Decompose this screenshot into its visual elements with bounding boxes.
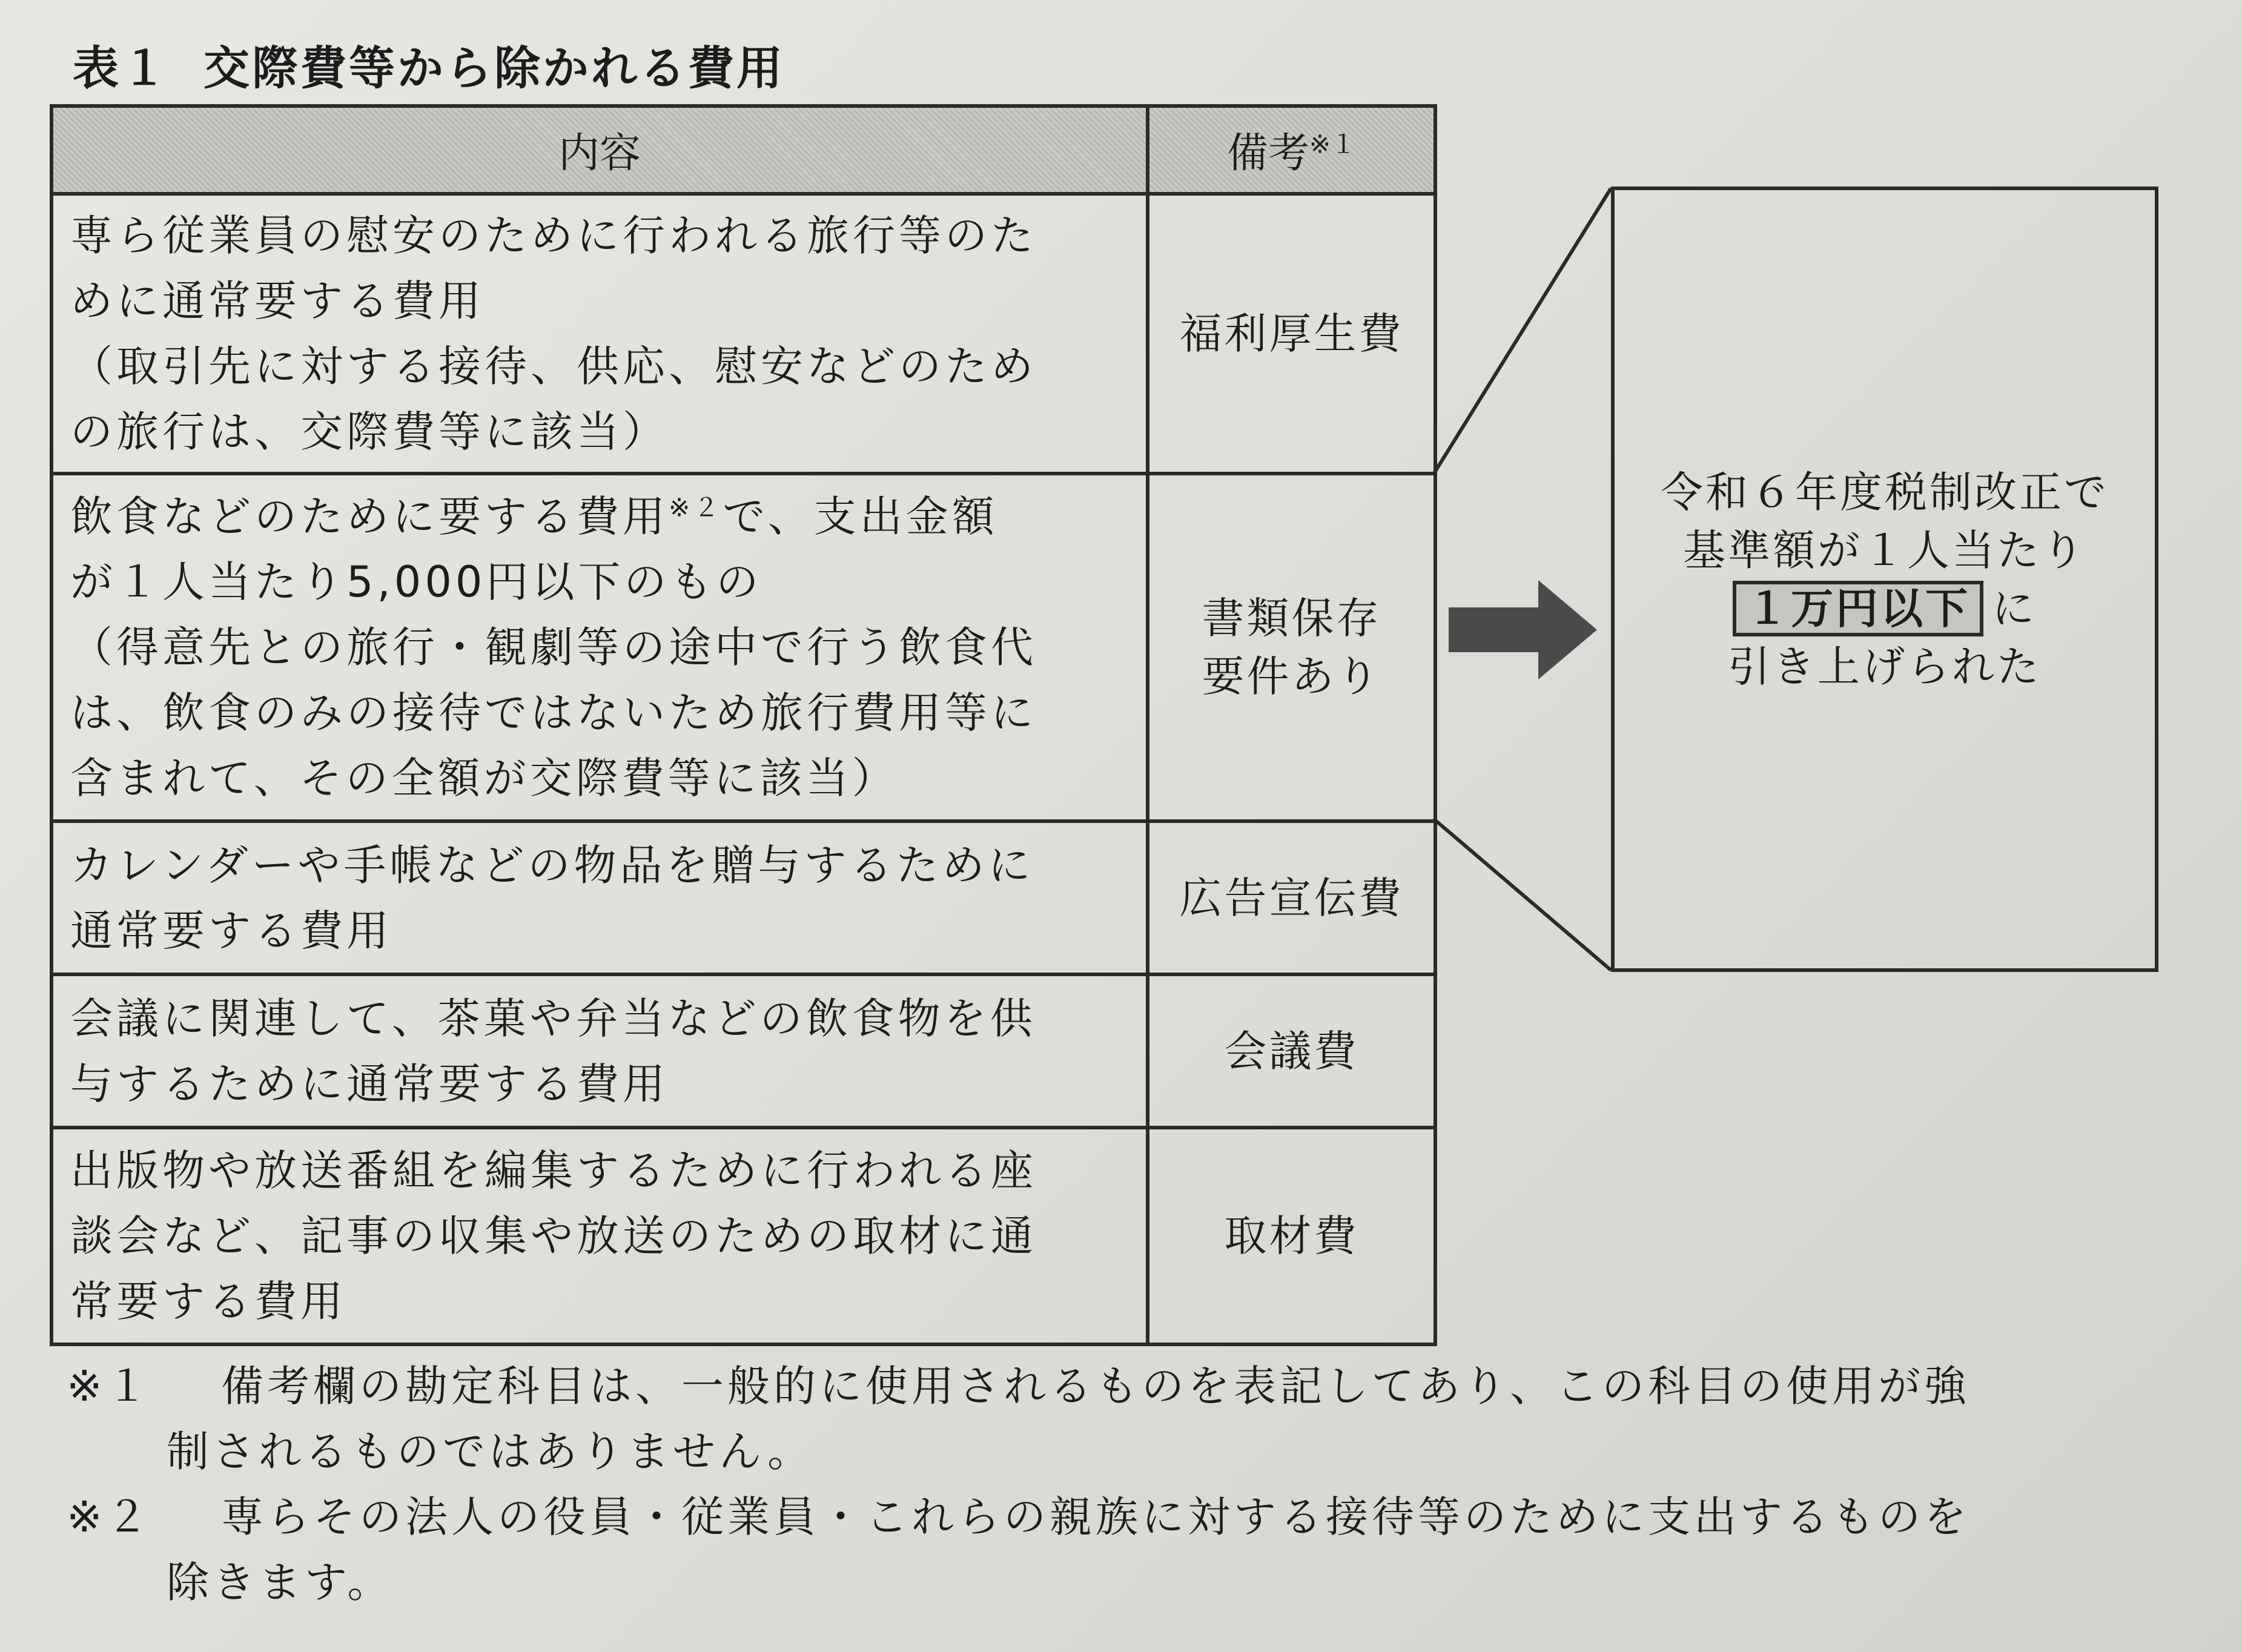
header-content — [51, 106, 1148, 194]
row-content — [51, 194, 1148, 474]
content-line: めに通常要する費用 — [70, 276, 484, 326]
row-content — [51, 1128, 1148, 1344]
row-remarks — [1148, 194, 1435, 474]
table-row — [51, 474, 1435, 821]
content-line: 含まれて、その全額が交際費等に該当） — [70, 753, 898, 803]
footnote-1 — [67, 1353, 1970, 1484]
table-number: 表１ — [73, 41, 170, 95]
row-remarks — [1148, 821, 1435, 974]
footnote-2 — [67, 1484, 1970, 1615]
expense-table — [50, 104, 1437, 1346]
remarks-line: 広告宣伝費 — [1179, 873, 1404, 923]
footnote-line: 制されるものではありません。 — [167, 1427, 814, 1476]
remarks-line: 要件あり — [1202, 652, 1381, 701]
table-title — [73, 31, 785, 97]
row-content — [51, 974, 1148, 1128]
row-remarks — [1148, 1128, 1435, 1344]
content-line: 常要する費用 — [70, 1277, 346, 1326]
footnote-mark: ※２ — [67, 1492, 152, 1542]
content-line: 会議に関連して、茶菓や弁当などの飲食物を供 — [70, 993, 1036, 1043]
footnote-body — [167, 1353, 1970, 1484]
footnote-body — [167, 1484, 1970, 1615]
footnote-line: 除きます。 — [167, 1558, 394, 1607]
header-content-label: 内容 — [558, 130, 641, 177]
callout-box — [1611, 187, 2158, 972]
header-remarks — [1148, 106, 1435, 194]
row-remarks — [1148, 974, 1435, 1128]
callout-line: 引き上げられた — [1728, 641, 2042, 692]
content-line: カレンダーや手帳などの物品を贈与するために — [70, 840, 1034, 890]
callout-line-suffix: に — [1992, 583, 2037, 633]
footnote-line: 専らその法人の役員・従業員・これらの親族に対する接待等のために支出するものを — [221, 1492, 1970, 1542]
callout-line — [1733, 580, 2037, 638]
content-line: 専ら従業員の慰安のために行われる旅行等のた — [70, 211, 1037, 260]
content-line: （取引先に対する接待、供応、慰安などのため — [70, 342, 1037, 391]
callout-highlight: １万円以下 — [1733, 581, 1983, 636]
row-remarks — [1148, 474, 1435, 821]
remarks-line: 取材費 — [1224, 1211, 1359, 1261]
callout-connector-lower-line — [1433, 819, 1611, 970]
header-remarks-label: 備考 — [1226, 130, 1309, 177]
remarks-line: 福利厚生費 — [1179, 309, 1404, 358]
callout-line: 令和６年度税制改正で — [1661, 467, 2109, 517]
callout-connector-upper-line — [1433, 188, 1611, 474]
right-arrow-icon — [1449, 580, 1597, 679]
table-header-row — [51, 106, 1435, 194]
footnotes — [67, 1353, 1970, 1615]
content-line: は、飲食のみの接待ではないため旅行費用等に — [70, 688, 1037, 738]
content-line: 出版物や放送番組を編集するために行われる座 — [70, 1146, 1037, 1195]
row-content — [51, 821, 1148, 974]
content-line: 談会など、記事の収集や放送のための取材に通 — [70, 1211, 1037, 1261]
footnote-line: 備考欄の勘定科目は、一般的に使用されるものを表記してあり、この科目の使用が強 — [221, 1361, 1970, 1411]
content-line: が１人当たり5,000円以下のもの — [70, 557, 762, 607]
table-row — [51, 1128, 1435, 1344]
table-row — [51, 821, 1435, 974]
footnote-mark: ※２ — [669, 492, 723, 523]
content-line-part: で、支出金額 — [723, 492, 998, 541]
table-row — [51, 974, 1435, 1128]
row-content — [51, 474, 1148, 821]
content-line-part: 飲食などのために要する費用 — [70, 492, 669, 541]
footnote-mark: ※１ — [67, 1361, 152, 1411]
content-line: の旅行は、交際費等に該当） — [70, 407, 669, 457]
content-line: 与するために通常要する費用 — [70, 1059, 669, 1109]
content-line — [70, 484, 1135, 549]
callout-line: 基準額が１人当たり — [1683, 525, 2086, 575]
remarks-line: 書類保存 — [1202, 593, 1381, 643]
content-line: （得意先との旅行・観劇等の途中で行う飲食代 — [70, 623, 1037, 672]
table-row — [51, 194, 1435, 474]
remarks-line: 会議費 — [1224, 1026, 1359, 1076]
content-line: 通常要する費用 — [70, 905, 392, 956]
header-remarks-footnote-mark: ※１ — [1309, 129, 1357, 159]
table-title-text: 交際費等から除かれる費用 — [203, 41, 785, 95]
